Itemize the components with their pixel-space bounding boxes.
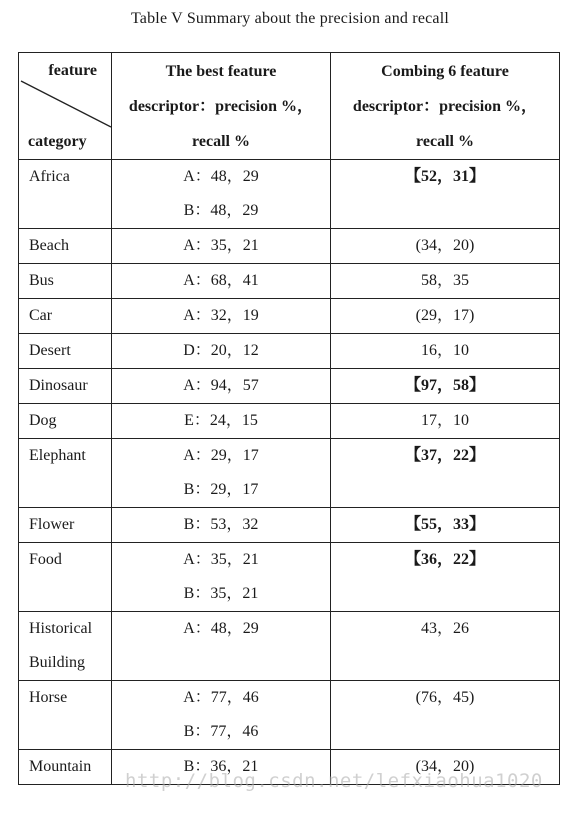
best-descriptor-cell	[112, 334, 331, 369]
best-descriptor-cell	[112, 681, 331, 750]
combined-descriptor-cell	[331, 229, 560, 264]
category-cell	[19, 681, 112, 750]
best-value: E：24，15	[184, 412, 258, 429]
category-label: Dog	[29, 412, 57, 429]
best-value: A：29，17	[183, 447, 259, 464]
best-descriptor-cell	[112, 543, 331, 612]
category-label: Dinosaur	[29, 377, 88, 394]
header-line: descriptor：precision %，	[128, 98, 314, 115]
header-feature-label: feature	[48, 62, 97, 79]
combined-value: 【52，31】	[404, 168, 485, 185]
category-label: Africa	[29, 168, 70, 185]
table-row	[19, 229, 560, 264]
combined-descriptor-cell	[331, 612, 560, 681]
table-row	[19, 543, 560, 612]
table-row	[19, 160, 560, 229]
category-label: Flower	[29, 516, 75, 533]
combined-descriptor-cell	[331, 681, 560, 750]
table-row	[19, 681, 560, 750]
best-descriptor-cell	[112, 404, 331, 439]
combined-descriptor-cell	[331, 369, 560, 404]
best-value: A：48，29	[183, 168, 259, 185]
header-diagonal-cell	[19, 53, 112, 160]
best-value: A：35，21	[183, 551, 259, 568]
category-cell	[19, 508, 112, 543]
header-line: descriptor：precision %，	[352, 98, 538, 115]
category-cell	[19, 543, 112, 612]
watermark-url: http://blog.csdn.net/lefxiaohua1020	[125, 770, 543, 792]
best-descriptor-cell	[112, 369, 331, 404]
table-header-row	[19, 53, 560, 160]
header-line: The best feature	[165, 63, 277, 80]
category-cell	[19, 334, 112, 369]
combined-value: (34，20)	[415, 758, 475, 775]
category-cell	[19, 439, 112, 508]
category-label: Mountain	[29, 758, 92, 775]
combined-descriptor-cell	[331, 439, 560, 508]
category-label: Car	[29, 307, 53, 324]
best-value: A：32，19	[183, 307, 259, 324]
header-best-descriptor	[112, 53, 331, 160]
header-line: recall %	[192, 133, 250, 150]
best-value: A：68，41	[183, 272, 259, 289]
best-value: A：94，57	[183, 377, 259, 394]
best-value: B：29，17	[183, 481, 259, 498]
combined-value: 17，10	[420, 412, 469, 429]
combined-descriptor-cell	[331, 299, 560, 334]
table-row	[19, 264, 560, 299]
combined-descriptor-cell	[331, 160, 560, 229]
table-row	[19, 750, 560, 785]
table-row	[19, 439, 560, 508]
category-cell	[19, 160, 112, 229]
combined-value: 【55，33】	[404, 516, 485, 533]
combined-value: 【97，58】	[404, 377, 485, 394]
category-cell	[19, 299, 112, 334]
combined-descriptor-cell	[331, 750, 560, 785]
best-descriptor-cell	[112, 508, 331, 543]
table-row	[19, 508, 560, 543]
combined-descriptor-cell	[331, 543, 560, 612]
header-line: Combing 6 feature	[381, 63, 509, 80]
combined-value: 58，35	[420, 272, 469, 289]
best-descriptor-cell	[112, 229, 331, 264]
category-cell	[19, 404, 112, 439]
table-row	[19, 299, 560, 334]
combined-value: 16，10	[420, 342, 469, 359]
header-category-label: category	[28, 133, 87, 150]
best-value: D：20，12	[183, 342, 259, 359]
header-combined-descriptor	[331, 53, 560, 160]
combined-descriptor-cell	[331, 404, 560, 439]
best-descriptor-cell	[112, 264, 331, 299]
category-label: Historical	[29, 620, 93, 637]
best-value: A：48，29	[183, 620, 259, 637]
category-label: Elephant	[29, 447, 86, 464]
table-row	[19, 404, 560, 439]
table-row	[19, 334, 560, 369]
best-value: A：35，21	[183, 237, 259, 254]
summary-table	[18, 52, 560, 785]
table-row	[19, 369, 560, 404]
combined-value: (76，45)	[415, 689, 475, 706]
best-value: B：77，46	[183, 723, 259, 740]
combined-value: 【36，22】	[404, 551, 485, 568]
combined-value: (34，20)	[415, 237, 475, 254]
best-value: B：35，21	[183, 585, 259, 602]
best-descriptor-cell	[112, 612, 331, 681]
best-descriptor-cell	[112, 439, 331, 508]
category-cell	[19, 612, 112, 681]
category-label: Bus	[29, 272, 54, 289]
combined-value: (29，17)	[415, 307, 475, 324]
table-row	[19, 612, 560, 681]
best-value: B：53，32	[183, 516, 259, 533]
category-cell	[19, 369, 112, 404]
category-label: Beach	[29, 237, 69, 254]
category-cell	[19, 750, 112, 785]
category-cell	[19, 229, 112, 264]
best-value: B：36，21	[183, 758, 259, 775]
category-label: Building	[29, 654, 86, 671]
category-label: Horse	[29, 689, 68, 706]
best-value: B：48，29	[183, 202, 259, 219]
best-descriptor-cell	[112, 299, 331, 334]
best-descriptor-cell	[112, 160, 331, 229]
combined-descriptor-cell	[331, 264, 560, 299]
combined-descriptor-cell	[331, 334, 560, 369]
combined-value: 【37，22】	[404, 447, 485, 464]
category-label: Desert	[29, 342, 71, 359]
header-line: recall %	[416, 133, 474, 150]
combined-descriptor-cell	[331, 508, 560, 543]
combined-value: 43，26	[420, 620, 469, 637]
table-caption: Table V Summary about the precision and recall	[130, 10, 450, 27]
best-descriptor-cell	[112, 750, 331, 785]
category-cell	[19, 264, 112, 299]
best-value: A：77，46	[183, 689, 259, 706]
category-label: Food	[29, 551, 62, 568]
